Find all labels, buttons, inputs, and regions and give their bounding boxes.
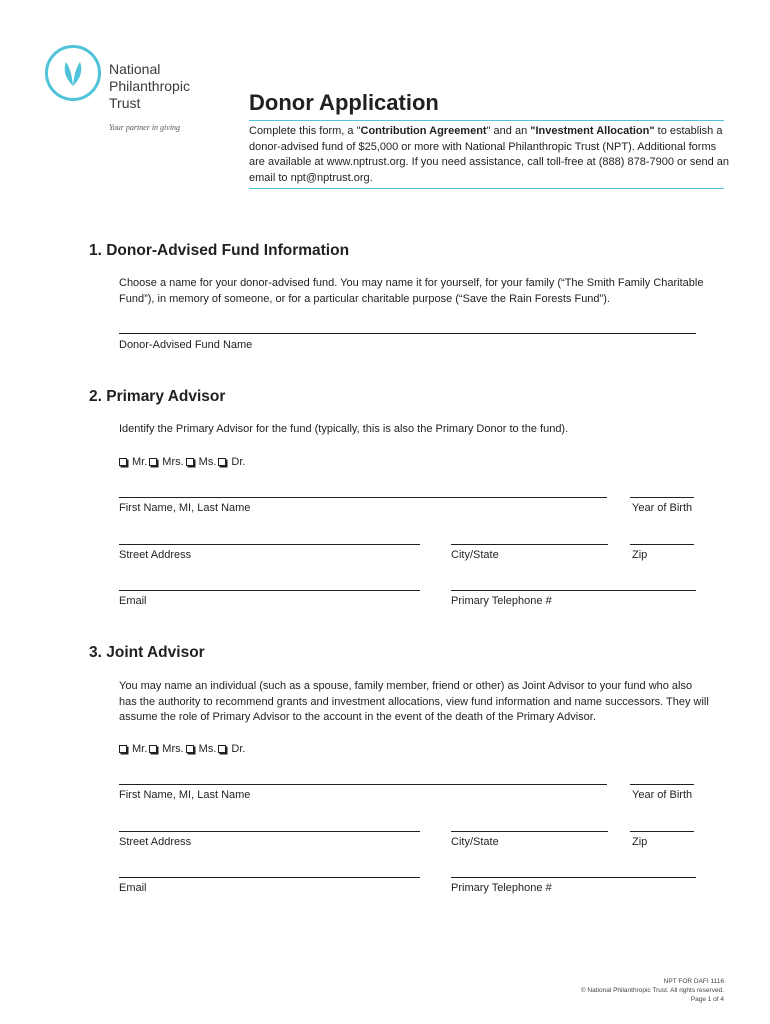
primary-city-field[interactable] <box>451 544 608 545</box>
salutation-checkbox[interactable] <box>218 458 226 466</box>
salutation-label: Dr. <box>231 456 246 468</box>
page-number: Page 1 of 4 <box>690 996 724 1003</box>
joint-salutation-group <box>119 743 245 755</box>
salutation-checkbox[interactable] <box>149 745 157 753</box>
primary-zip-field[interactable] <box>630 544 694 545</box>
salutation-label: Mr. <box>132 456 148 468</box>
intro-mid: " and an <box>486 125 531 137</box>
page-title: Donor Application <box>249 90 439 115</box>
salutation-label: Mrs. <box>162 743 184 755</box>
intro-investment: "Investment Allocation" <box>530 125 655 137</box>
joint-zip-label: Zip <box>632 836 648 848</box>
primary-name-label: First Name, MI, Last Name <box>119 502 251 514</box>
intro-pre: Complete this form, a " <box>249 125 361 137</box>
primary-email-field[interactable] <box>119 590 420 591</box>
primary-name-field[interactable] <box>119 497 607 498</box>
fund-name-label: Donor-Advised Fund Name <box>119 339 253 351</box>
primary-phone-label: Primary Telephone # <box>451 595 552 607</box>
intro-text <box>249 124 729 186</box>
intro-contribution: Contribution Agreement <box>360 125 487 137</box>
primary-phone-field[interactable] <box>451 590 696 591</box>
salutation-label: Ms. <box>198 743 217 755</box>
salutation-label: Mrs. <box>162 456 184 468</box>
joint-name-label: First Name, MI, Last Name <box>119 789 251 801</box>
section1-text: Choose a name for your donor-advised fund. You may name it for yourself, for your family (“The Smith Family Charitable Fund”), in memory of someone, or for a particular charitable purpose (“Save the Rain Forests Fund”). <box>119 277 704 305</box>
primary-city-label: City/State <box>451 549 499 561</box>
salutation-checkbox[interactable] <box>186 745 194 753</box>
title-divider <box>249 120 724 121</box>
section3-text: You may name an individual (such as a spouse, family member, friend or other) as Joint Advisor to your fund who also has the authority to recommend grants and investment allocations, view fund information and name successors. They will assume the role of Primary Advisor to the account in the event of the death of the Primary Advisor. <box>119 680 709 723</box>
logo <box>45 45 101 101</box>
joint-email-label: Email <box>119 882 147 894</box>
section1-title: 1. Donor-Advised Fund Information <box>89 242 350 259</box>
joint-zip-field[interactable] <box>630 831 694 832</box>
primary-street-label: Street Address <box>119 549 192 561</box>
salutation-checkbox[interactable] <box>218 745 226 753</box>
tagline: Your partner in giving <box>109 123 181 132</box>
primary-year-label: Year of Birth <box>632 502 693 514</box>
joint-email-field[interactable] <box>119 877 420 878</box>
section2-title: 2. Primary Advisor <box>89 388 226 405</box>
salutation-checkbox[interactable] <box>119 458 127 466</box>
joint-phone-field[interactable] <box>451 877 696 878</box>
salutation-checkbox[interactable] <box>186 458 194 466</box>
primary-salutation-group <box>119 456 245 468</box>
fund-name-field[interactable] <box>119 333 696 334</box>
form-id: NPT FOR DAFI 1116 <box>663 978 724 985</box>
intro-post: to establish a donor-advised fund of $25,000 or more with National Philanthropic Trust (NPT). Additional forms are available at www.nptrust.org. If you need assistance, call toll-free at (888) 878-7900 or send an email to npt@nptrust.org. <box>249 125 729 184</box>
page-footer <box>581 977 724 1004</box>
salutation-label: Ms. <box>198 456 217 468</box>
org-name <box>109 61 190 112</box>
copyright: © National Philanthropic Trust. All rights reserved. <box>580 987 724 994</box>
section3-title: 3. Joint Advisor <box>89 644 205 661</box>
joint-year-label: Year of Birth <box>632 789 693 801</box>
org-line: Trust <box>109 95 141 111</box>
joint-phone-label: Primary Telephone # <box>451 882 552 894</box>
joint-street-field[interactable] <box>119 831 420 832</box>
salutation-checkbox[interactable] <box>149 458 157 466</box>
org-line: Philanthropic <box>109 78 190 94</box>
joint-name-field[interactable] <box>119 784 607 785</box>
joint-year-field[interactable] <box>630 784 694 785</box>
salutation-label: Mr. <box>132 743 148 755</box>
salutation-label: Dr. <box>231 743 246 755</box>
salutation-checkbox[interactable] <box>119 745 127 753</box>
primary-street-field[interactable] <box>119 544 420 545</box>
joint-city-field[interactable] <box>451 831 608 832</box>
leaf-icon <box>48 48 98 98</box>
joint-street-label: Street Address <box>119 836 192 848</box>
section2-text: Identify the Primary Advisor for the fund (typically, this is also the Primary Donor to the fund). <box>119 423 569 435</box>
joint-city-label: City/State <box>451 836 499 848</box>
primary-email-label: Email <box>119 595 147 607</box>
intro-divider <box>249 188 724 189</box>
primary-zip-label: Zip <box>632 549 648 561</box>
primary-year-field[interactable] <box>630 497 694 498</box>
org-line: National <box>109 61 161 77</box>
